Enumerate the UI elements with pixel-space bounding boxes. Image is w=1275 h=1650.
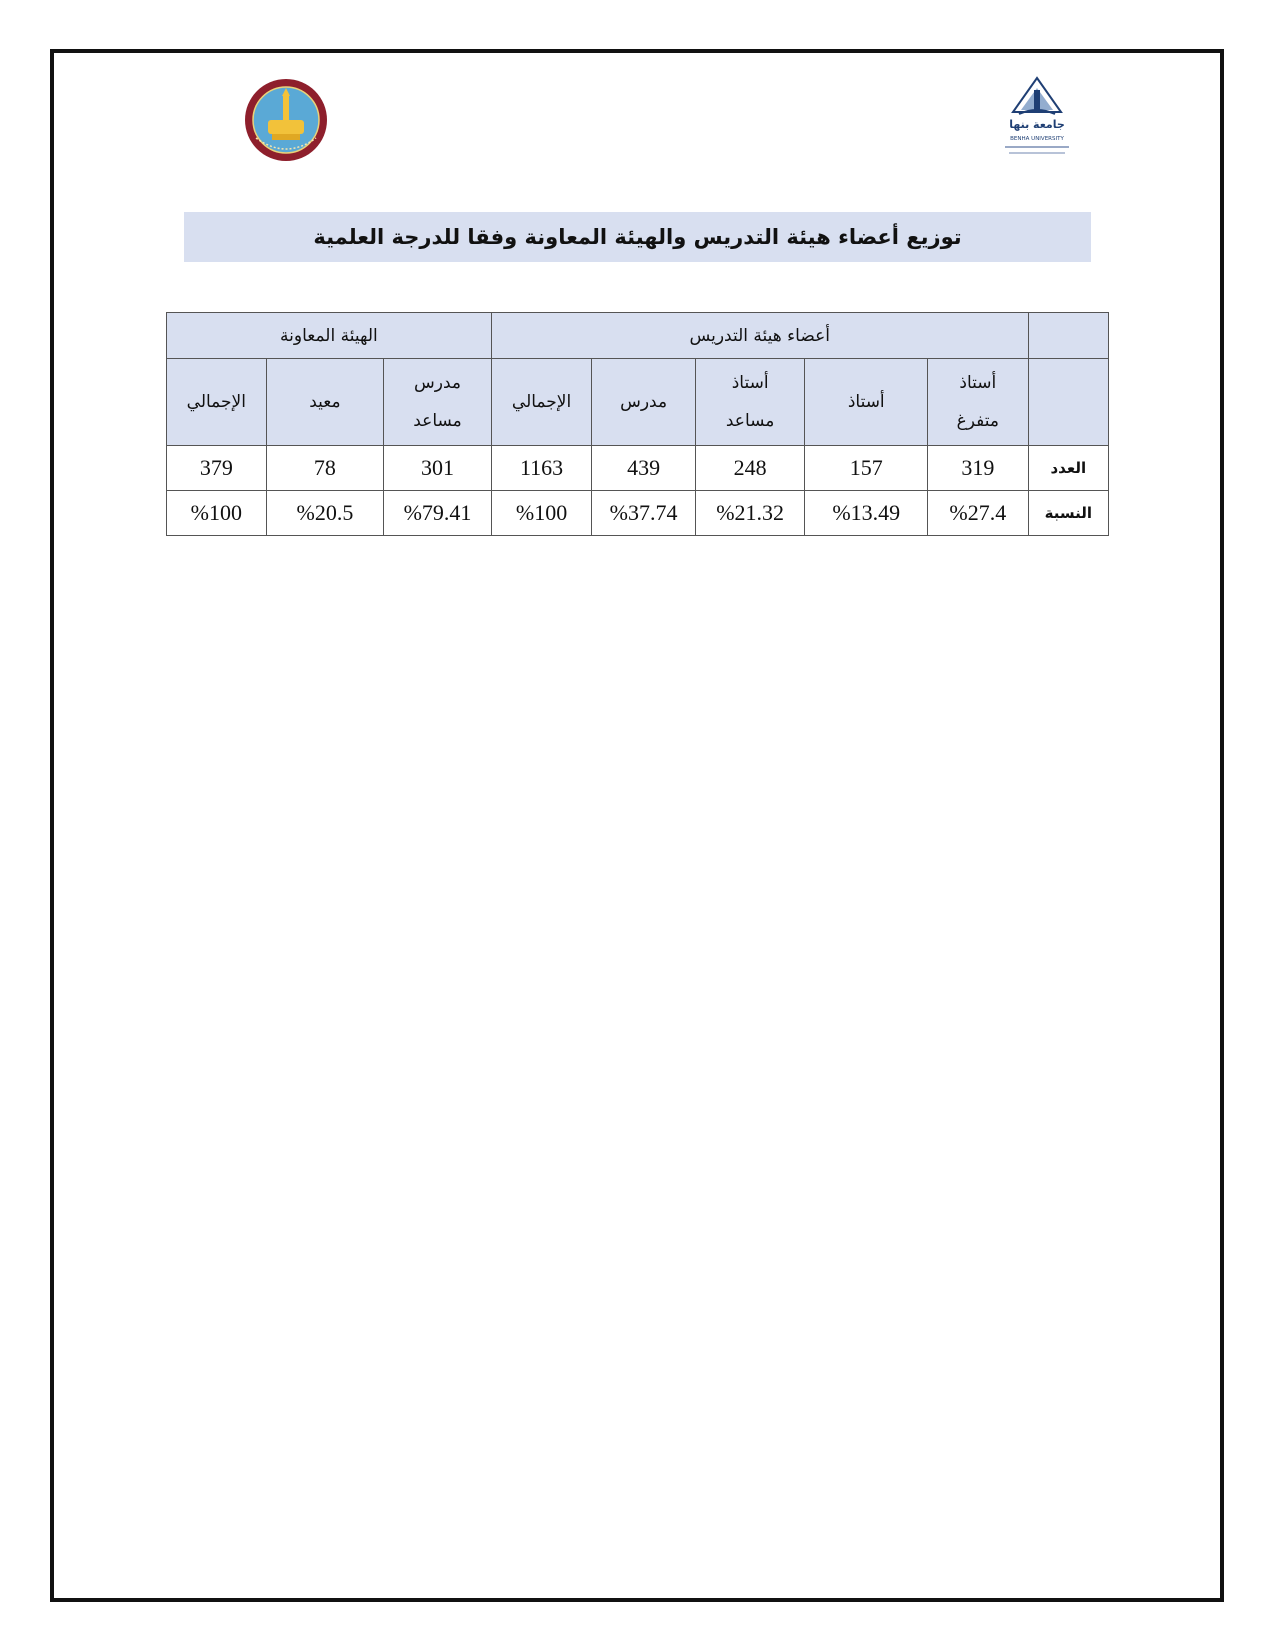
header-assistant-total: الإجمالي: [167, 359, 267, 446]
table-row-percentage: [167, 491, 1109, 536]
percentage-value: %79.41: [403, 500, 472, 525]
header-associate-professor-line1: أستاذ: [731, 373, 769, 393]
staff-distribution-table: [166, 312, 1109, 536]
title-band: [184, 212, 1091, 262]
university-logo: [995, 76, 1079, 162]
table-cell: [928, 491, 1029, 536]
header-associate-professor: [695, 359, 805, 446]
table-cell: 439: [592, 446, 696, 491]
document-title: توزيع أعضاء هيئة التدريس والهيئة المعاونة وفقا للدرجة العلمية: [313, 225, 962, 249]
table-cell: [695, 491, 805, 536]
university-logo-arabic: جامعة بنها: [1009, 118, 1065, 131]
header-demonstrator: معيد: [266, 359, 384, 446]
table-cell: 379: [167, 446, 267, 491]
percentage-value: %100: [190, 500, 242, 525]
faculty-group-header: أعضاء هيئة التدريس: [491, 313, 1028, 359]
table-cell: 157: [805, 446, 928, 491]
table-cell: 78: [266, 446, 384, 491]
header-emeritus-professor: [928, 359, 1029, 446]
percentage-value: %27.4: [949, 500, 1007, 525]
table-cell: 301: [384, 446, 492, 491]
table-cell: [167, 491, 267, 536]
table-cell: [491, 491, 592, 536]
table-cell: 319: [928, 446, 1029, 491]
header-assistant-lecturer-line1: مدرس: [414, 373, 462, 393]
header-lecturer: مدرس: [592, 359, 696, 446]
row-label-count: العدد: [1028, 446, 1108, 491]
header-assistant-lecturer: [384, 359, 492, 446]
percentage-value: %21.32: [716, 500, 785, 525]
table-cell: [266, 491, 384, 536]
header-faculty-total: الإجمالي: [491, 359, 592, 446]
page-border: [50, 49, 1224, 1602]
table-cell: [805, 491, 928, 536]
header-assistant-lecturer-line2: مساعد: [413, 411, 462, 431]
header-emeritus-professor-line2: متفرغ: [956, 411, 999, 431]
header-associate-professor-line2: مساعد: [725, 411, 775, 431]
table-cell: 248: [695, 446, 805, 491]
university-logo-english: BENHA UNIVERSITY: [1010, 136, 1064, 142]
percentage-value: %100: [515, 500, 568, 525]
table-cell: [592, 491, 696, 536]
table-row-count: [167, 446, 1109, 491]
percentage-value: %20.5: [296, 500, 354, 525]
corner-header-cell: [1028, 313, 1108, 359]
row-label-percentage: النسبة: [1028, 491, 1108, 536]
table-cell: 1163: [491, 446, 592, 491]
percentage-value: %37.74: [609, 500, 678, 525]
corner-subheader-cell: [1028, 359, 1108, 446]
header-professor: أستاذ: [805, 359, 928, 446]
percentage-value: %13.49: [832, 500, 901, 525]
header-emeritus-professor-line1: أستاذ: [959, 373, 997, 393]
faculty-logo: [242, 78, 330, 162]
table-cell: [384, 491, 492, 536]
assistant-staff-group-header: الهيئة المعاونة: [167, 313, 492, 359]
